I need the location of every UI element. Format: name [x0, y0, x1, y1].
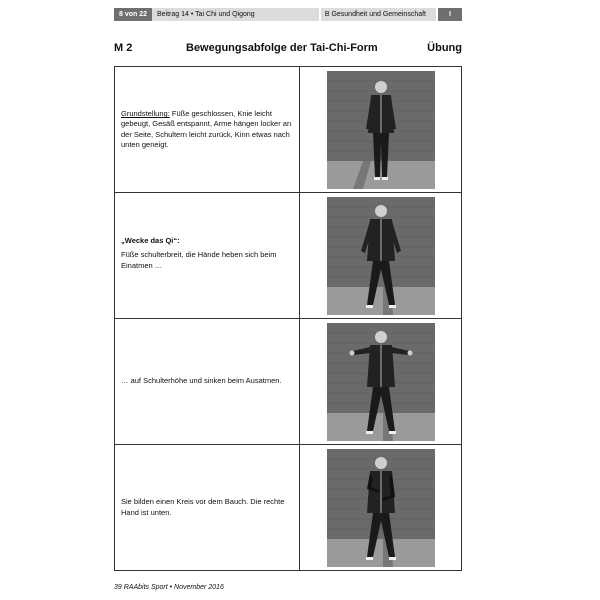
row-description: Sie bilden einen Kreis vor dem Bauch. Die rechte Hand ist unten.: [121, 497, 285, 517]
row-text: [115, 445, 300, 571]
row-label: Grundstellung:: [121, 109, 170, 119]
material-number: M 2: [114, 42, 133, 54]
section-title: B Gesundheit und Gemeinschaft: [319, 8, 436, 21]
row-text: [115, 193, 300, 319]
photo-hands-shoulder-height: [327, 323, 435, 441]
article-title: Beitrag 14 • Tai Chi und Qigong: [152, 8, 319, 21]
table-row: [115, 319, 462, 445]
row-photo-cell: [300, 67, 462, 193]
photo-wake-qi: [327, 197, 435, 315]
row-description: … auf Schulterhöhe und sinken beim Ausatmen.: [121, 376, 282, 386]
movement-table: [114, 66, 462, 571]
page-number: 8 von 22: [114, 8, 152, 21]
row-photo-cell: [300, 445, 462, 571]
row-description: Füße geschlossen, Knie leicht gebeugt, Gesäß entspannt, Arme hängen locker an der Seite, Schultern leicht zurück, Kinn etwas nach unten geneigt.: [121, 109, 292, 149]
running-header: [114, 8, 462, 21]
photo-circle-belly: [327, 449, 435, 567]
table-row: [115, 67, 462, 193]
row-heading: „Wecke das Qi“:: [121, 236, 180, 246]
row-text: [115, 67, 300, 193]
table-row: [115, 445, 462, 571]
photo-stance-closed: [327, 71, 435, 189]
row-photo-cell: [300, 193, 462, 319]
page-title: Bewegungsabfolge der Tai-Chi-Form: [186, 42, 378, 54]
section-roman: I: [436, 8, 462, 21]
row-description: Füße schulterbreit, die Hände heben sich beim Einatmen …: [121, 250, 277, 270]
row-photo-cell: [300, 319, 462, 445]
page-footer: 39 RAAbits Sport • November 2016: [114, 584, 224, 591]
row-text: [115, 319, 300, 445]
table-row: [115, 193, 462, 319]
material-type: Übung: [427, 42, 462, 54]
